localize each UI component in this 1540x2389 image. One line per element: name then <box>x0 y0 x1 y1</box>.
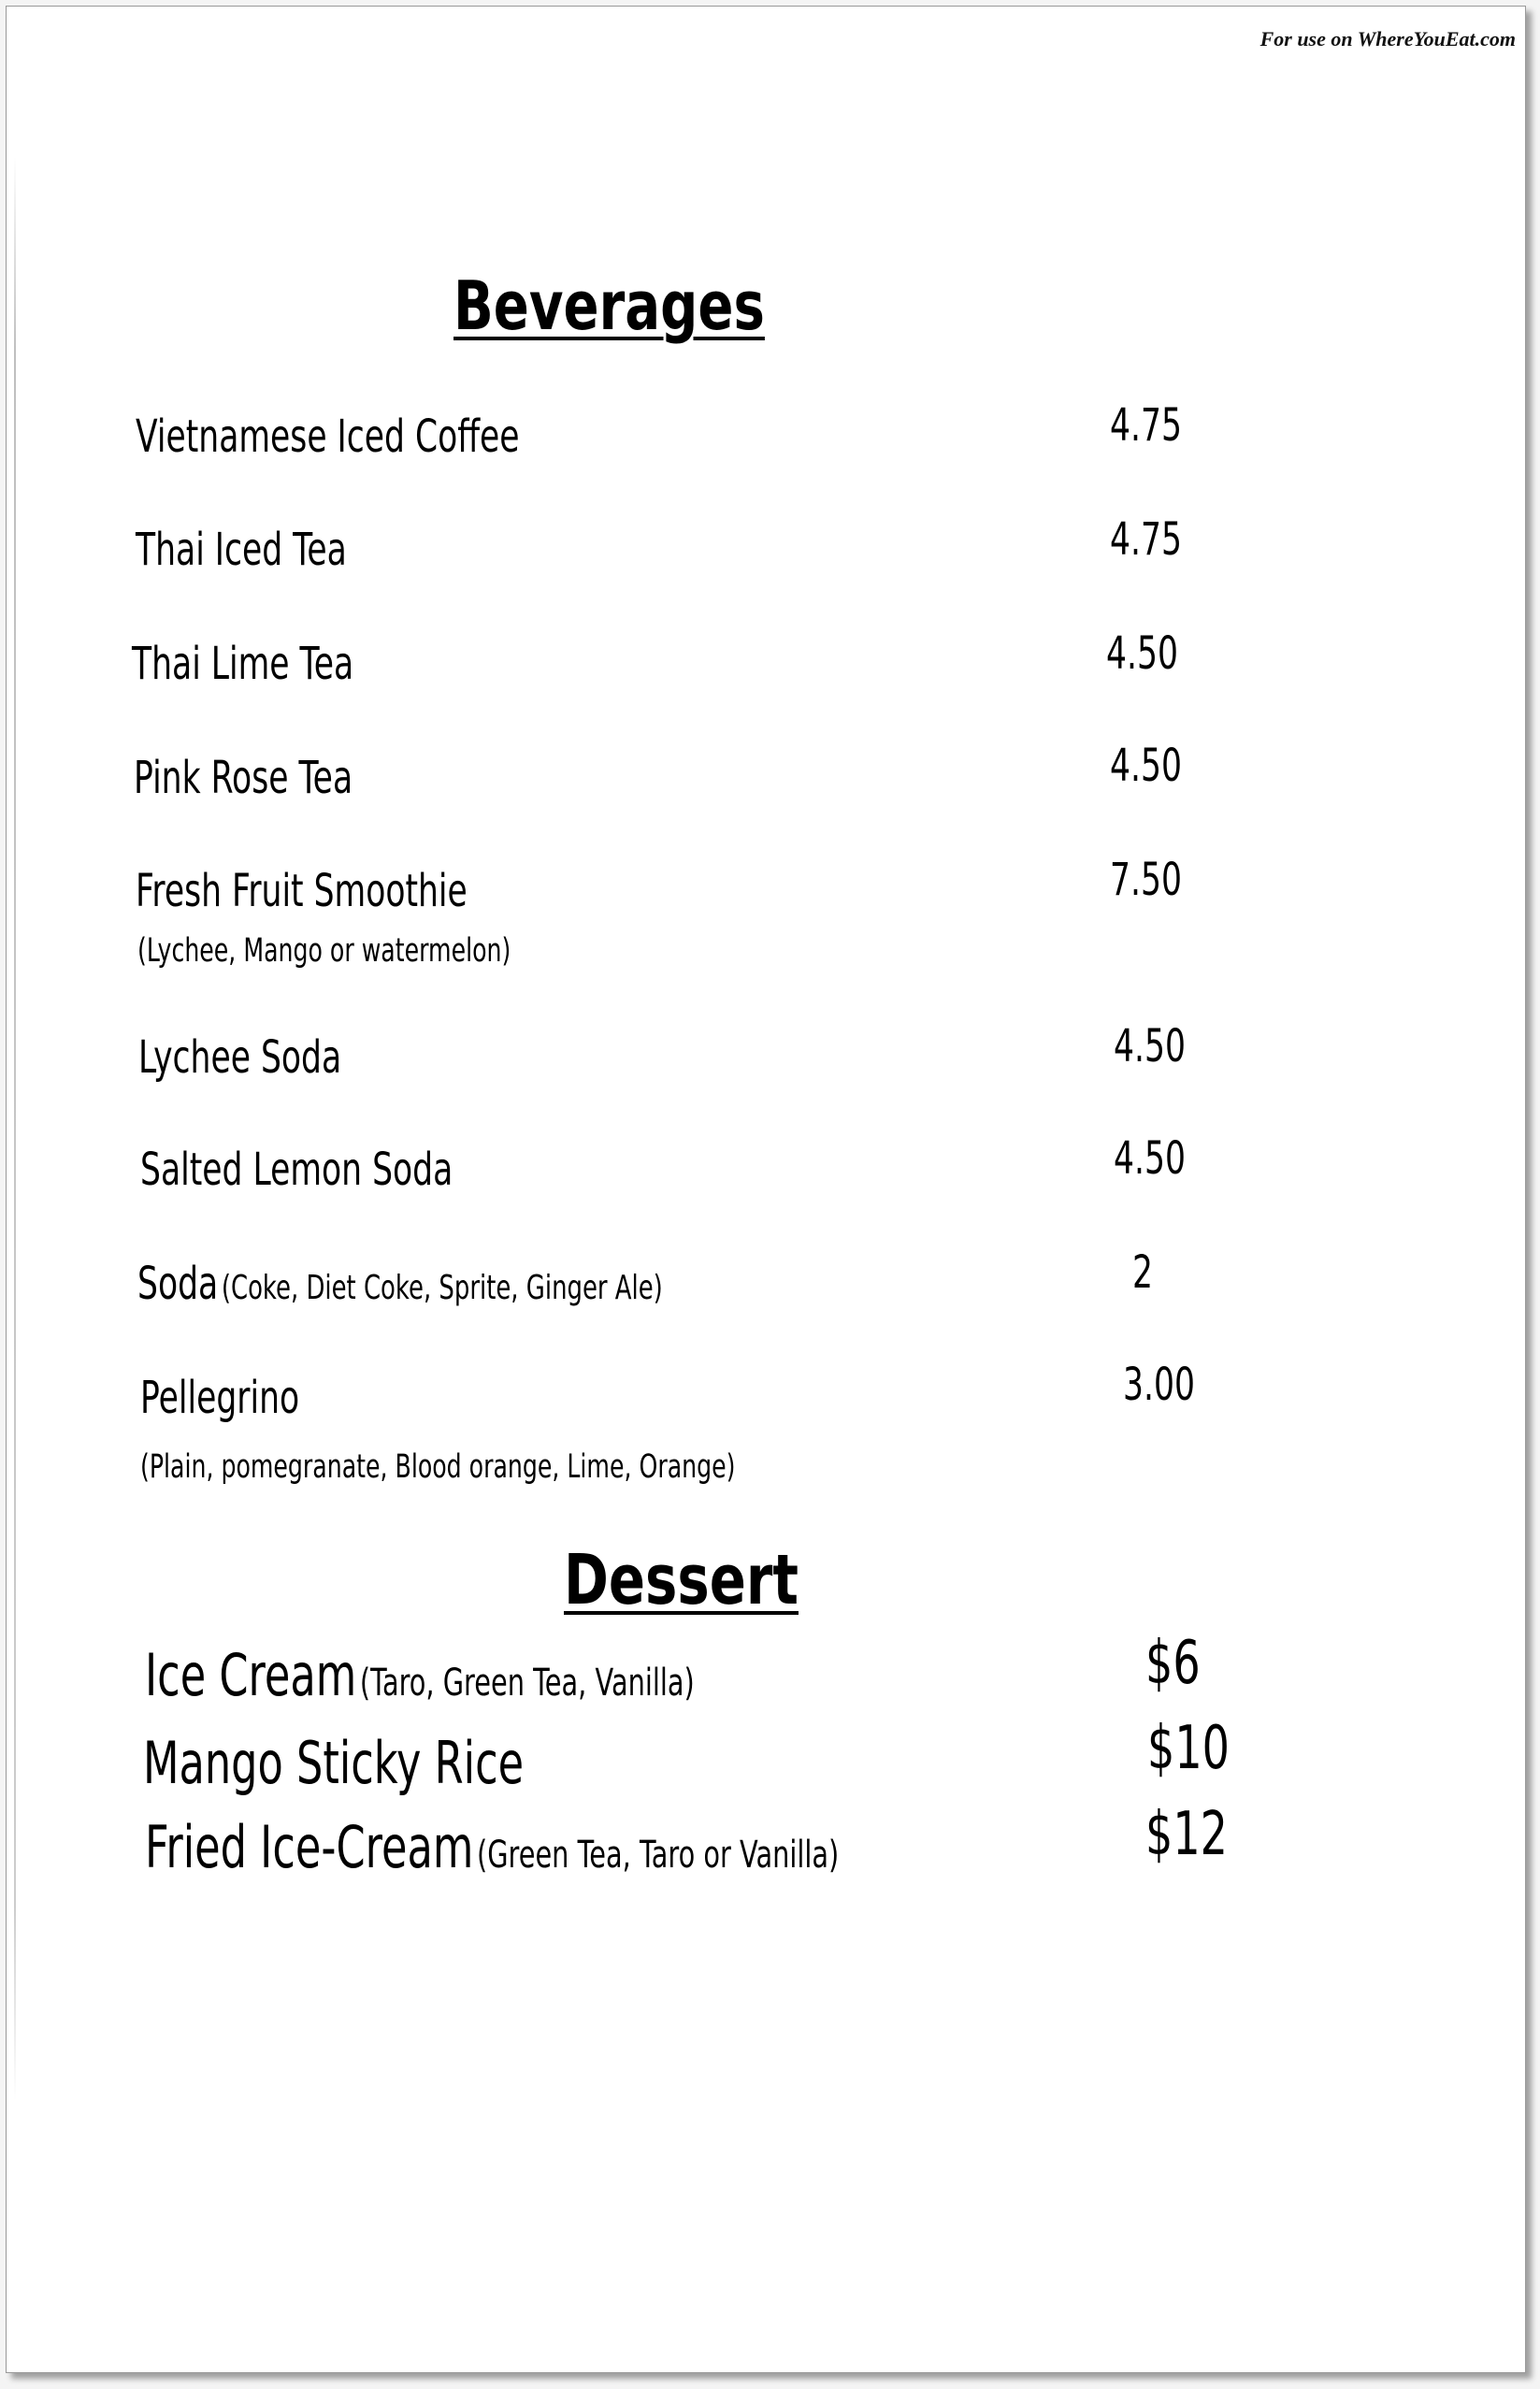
item-name: Ice Cream <box>145 1641 357 1709</box>
item-price: 4.75 <box>1110 399 1182 452</box>
dessert-heading: Dessert <box>564 1540 799 1620</box>
item-name: Lychee Soda <box>138 1031 342 1084</box>
item-price: 3.00 <box>1123 1359 1195 1411</box>
menu-item <box>136 524 347 576</box>
watermark: For use on WhereYouEat.com <box>1259 27 1516 50</box>
item-name: Salted Lemon Soda <box>140 1144 453 1196</box>
item-price: $10 <box>1147 1714 1230 1783</box>
menu-item <box>136 410 520 463</box>
item-inline-note: (Coke, Diet Coke, Sprite, Ginger Ale) <box>221 1269 663 1307</box>
item-price: 4.75 <box>1110 513 1182 566</box>
item-price: 4.50 <box>1114 1020 1186 1072</box>
item-inline-note: (Green Tea, Taro or Vanilla) <box>476 1834 840 1877</box>
item-name: Thai Iced Tea <box>136 524 347 576</box>
item-price: 2 <box>1132 1246 1153 1299</box>
item-name: Mango Sticky Rice <box>143 1729 525 1797</box>
menu-item <box>137 1258 663 1310</box>
menu-item <box>134 752 353 804</box>
item-name: Pellegrino <box>140 1372 300 1424</box>
item-price: $6 <box>1145 1629 1201 1698</box>
item-name: Pink Rose Tea <box>134 752 353 804</box>
item-inline-note: (Taro, Green Tea, Vanilla) <box>359 1662 695 1705</box>
item-note: (Lychee, Mango or watermelon) <box>137 932 511 970</box>
menu-item <box>140 1372 299 1424</box>
item-name: Vietnamese Iced Coffee <box>136 410 520 463</box>
menu-item <box>132 638 353 690</box>
menu-page <box>6 6 1526 2373</box>
item-price: $12 <box>1145 1800 1228 1869</box>
beverages-heading: Beverages <box>453 266 765 345</box>
item-price: 4.50 <box>1114 1132 1186 1185</box>
menu-item <box>145 1641 695 1709</box>
menu-item <box>145 1813 839 1881</box>
item-name: Fresh Fruit Smoothie <box>136 865 468 917</box>
menu-item <box>138 1031 341 1084</box>
item-name: Fried Ice-Cream <box>145 1813 474 1881</box>
item-name: Thai Lime Tea <box>132 638 354 690</box>
menu-item <box>140 1144 453 1196</box>
item-price: 7.50 <box>1110 854 1182 906</box>
page-edge-shadow <box>14 156 16 2101</box>
item-note: (Plain, pomegranate, Blood orange, Lime, Orange) <box>140 1448 736 1486</box>
item-price: 4.50 <box>1106 627 1178 680</box>
menu-item <box>136 865 468 917</box>
menu-item <box>143 1729 524 1797</box>
item-price: 4.50 <box>1110 740 1182 792</box>
item-name: Soda <box>137 1258 219 1310</box>
